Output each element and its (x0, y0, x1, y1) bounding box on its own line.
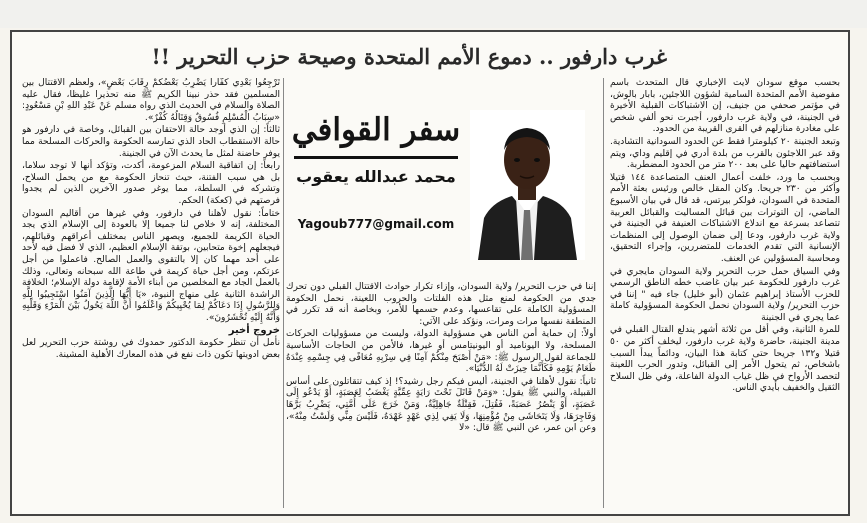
paragraph: ثانياً: نقول لأهلنا في الجنينة، أليس فيكم رجل رشيد؟! إذ كيف تتقاتلون على أساس القبيلة، والنبي ﷺ يقول: «وَمَنْ قَاتَلَ تَحْتَ رَايَةٍ عِمِّيَّةٍ يَغْضَبُ لِعَصَبَةٍ، أَوْ يَدْعُو إِلَى عَصَبَةٍ، أَوْ يَنْصُرُ عَصَبَةً، فَقُتِلَ، فَقِتْلَةٌ جَاهِلِيَّةٌ، وَمَنْ خَرَجَ عَلَى أُمَّتِي، يَضْرِبُ بَرَّهَا وَفَاجِرَهَا، وَلَا يَتَحَاشَى مِنْ مُؤْمِنِهَا، وَلَا يَفِي لِذِي عَهْدٍ عَهْدَهُ، فَلَيْسَ مِنِّي وَلَسْتُ مِنْهُ»، وعن ابن عمر، عن النبي ﷺ قال: «لا (286, 376, 596, 434)
paragraph: نأمل أن تنظر حكومة الدكتور حمدوك في روشتة حزب التحرير لعل بعض ادويتها تكون ذات نفع في هذه المعارك الأهلية المشينة. (22, 338, 280, 360)
paragraph: إننا في حزب التحرير/ ولاية السودان، وإزاء تكرار حوادث الاقتتال القبلي دون تحرك جدي من الحكومة لمنع مثل هذه الفلتات والحروب اللعينة، نحمل الحكومة المسؤولية الكاملة على تقاعسها، وعدم حسمها للأمر، وبخاصة أنه قد تكرر في المنطقة نفسها مرات ومرات، ونؤكد على الآتي: (286, 282, 596, 327)
subheading: خروج أخير (228, 325, 280, 337)
paragraph: وتبعد الجنينة ٢٠ كيلومترا فقط عن الحدود السودانية التشادية. وقد عبر اللاجئون بالقرب من بلدة أدري في إقليم وداي، ويتم استضافتهم حاليا على بعد ٢٠٠ متر من الحدود المضطربة. (610, 136, 840, 171)
author-portrait-icon (470, 110, 585, 260)
paragraph: ثالثاً: إن الذي أوجد حالة الاحتقان بين القبائل، وخاصة في دارفور هو حالة الاستقطاب الحاد الذي تمارسه الحكومة والحركات المسلحة مما يوفر حاضنة لمثل ما يحدث الآن في الجنينة. (22, 125, 280, 159)
paragraph: رابعاً: إن اتفاقية السلام المزعومة، أكدت، وتؤكد أنها لا توجد سلاما، بل هي سبب الفتنة، حيث تنحاز الحكومة مع من يحمل السلاح، وتشركه في السلطة، مما يوغر صدور الآخرين الذين لم يجدوا فرصتهم في (كعكة) الحكم. (22, 161, 280, 206)
paragraph: أولاً: إن حماية أمن الناس هي مسؤولية الدولة، وليست من مسؤوليات الحركات المسلحة، ولا اليوناميد أو اليونيتامس أو غيرها، فالأمن من الحاجات الأساسية للجماعة لقول الرسول ﷺ: «مَنْ أَصْبَحَ مِنْكُمْ آمِنًا فِي سِرْبِهِ مُعَافًى فِي جِسْمِهِ عِنْدَهُ طَعَامُ يَوْمِهِ فَكَأَنَّمَا حِيزَتْ لَهُ الدُّنْيَا». (286, 329, 596, 375)
column-divider (283, 78, 284, 508)
paragraph: ختاماً: نقول لأهلنا في دارفور، وفي غيرها من أقاليم السودان المختلفة، إنه لا خلاص لنا جميعا إلا بالعودة إلى الإسلام الذي يجد الحياة الكريمة للجميع، ويصهر الناس بمختلف أعراقهم وقبائلهم، فيجعلهم إخوة متحابين، بوتقة الإسلام العظيم، الذي لا فضل فيه لأحد على أحد مهما كان إلا بالتقوى والعمل الصالح. فاعملوا من أجل عزتكم، ومن أجل حياة كريمة في طاعة الله سبحانه وتعالى، وذلك بالعمل الجاد مع المخلصين من أبناء الأمة لإقامة دولة الإسلام؛ الخلافة الراشدة الثانية على منهاج النبوة، «يَا أَيُّهَا الَّذِينَ آمَنُوا اسْتَجِيبُوا لِلَّهِ وَلِلرَّسُولِ إِذَا دَعَاكُمْ لِمَا يُحْيِيكُمْ وَاعْلَمُوا أَنَّ اللَّهَ يَحُولُ بَيْنَ الْمَرْءِ وَقَلْبِهِ وَأَنَّهُ إِلَيْهِ تُحْشَرُونَ». (22, 208, 280, 323)
right-column (610, 78, 840, 508)
column-name: سفر القوافي (291, 112, 461, 148)
author-name: محمد عبدالله يعقوب (296, 167, 456, 186)
column-divider (603, 78, 604, 508)
column-banner (286, 108, 466, 268)
paragraph: بحسب موقع سودان لايت الإخباري قال المتحدث باسم مفوضية الأمم المتحدة السامية لشؤون اللاجئين، بابار بالوش، في مؤتمر صحفي من جنيف، إن الاشتباكات القبلية الأخيرة في الجنينة، في ولاية غرب دارفور، أجبرت نحو ألفي شخص على مغادرة منازلهم في القرى القريبة من الحدود. (610, 78, 840, 135)
left-column (22, 78, 280, 508)
author-email: Yagoub777@gmail.com (297, 217, 455, 231)
paragraph: تَرْجِعُوا بَعْدِي كُفَّاراً يَضْرِبُ بَعْضُكُمْ رِقَابَ بَعْضٍ»، ولعظم الاقتتال بين المسلمين فقد حذر نبينا الكريم ﷺ منه تحذيرا غليظا، فقال عليه الصلاة والسلام في الحديث الذي رواه مسلم عَنْ عَبْدِ اللهِ بْنِ مَسْعُودٍ: «سِبَابُ الْمُسْلِمِ فُسُوقٌ وَقِتَالُهُ كُفْرٌ». (22, 78, 280, 123)
top-edge (0, 0, 867, 28)
paragraph: وبحسب ما ورد، خلفت أعمال العنف المتصاعدة ١٤٤ قتيلا وأكثر من ٢٣٠ جريحا. وكان المقل خالص ورئيس بعثة الأمم المتحدة في السودان، فولكر بيرتس، قد قال في بيان الأسبوع الماضي، إن التوترات بين قبائل المساليت والقبائل العربية تتصاعد بسرعة مع اندلاع الاشتباكات العنيفة في الجنينة في ولاية غرب دارفور، ودعا إلى ضمان الوصول إلى المنظمات الإنسانية التي تقدم الخدمات للمتضررين، وإجراء التحقيق، ومحاسبة المسؤولين عن العنف. (610, 172, 840, 264)
middle-column (286, 282, 596, 508)
paragraph: وفي السياق حمل حزب التحرير ولاية السودان مايجري في غرب دارفور للحكومة عبر بيان غاضب خطه الناطق الرسمي للحزب الأستاذ إبراهيم عثمان (أبو خليل) جاء فيه " إننا في حزب التحرير/ ولاية السودان نحمل الحكومة المسؤولية كاملة عما يجري في الجنينة (610, 266, 840, 323)
paragraph: للمرة الثانية، وفي أقل من ثلاثة أشهر يندلع القتال القبلي في مدينة الجنينة، حاضرة ولاية غرب دارفور، ليخلف أكثر من ٥٠ قتيلا و١٣٢ جريحا حتى كتابة هذا البيان، ودائماً يبدأ السبب باشخاص، ثم يتحول الأمر إلى القبائل، وتدور الحرب اللعينة لتحصد الأرواح في ظل غياب الدولة الفاعلة، وفي ظل السلاح الثقيل والخفيف بأيدي الناس. (610, 325, 840, 394)
author-photo (470, 110, 585, 260)
headline: غرب دارفور .. دموع الأمم المتحدة وصيحة حزب التحرير !! (151, 44, 667, 69)
banner-rule (294, 156, 458, 159)
